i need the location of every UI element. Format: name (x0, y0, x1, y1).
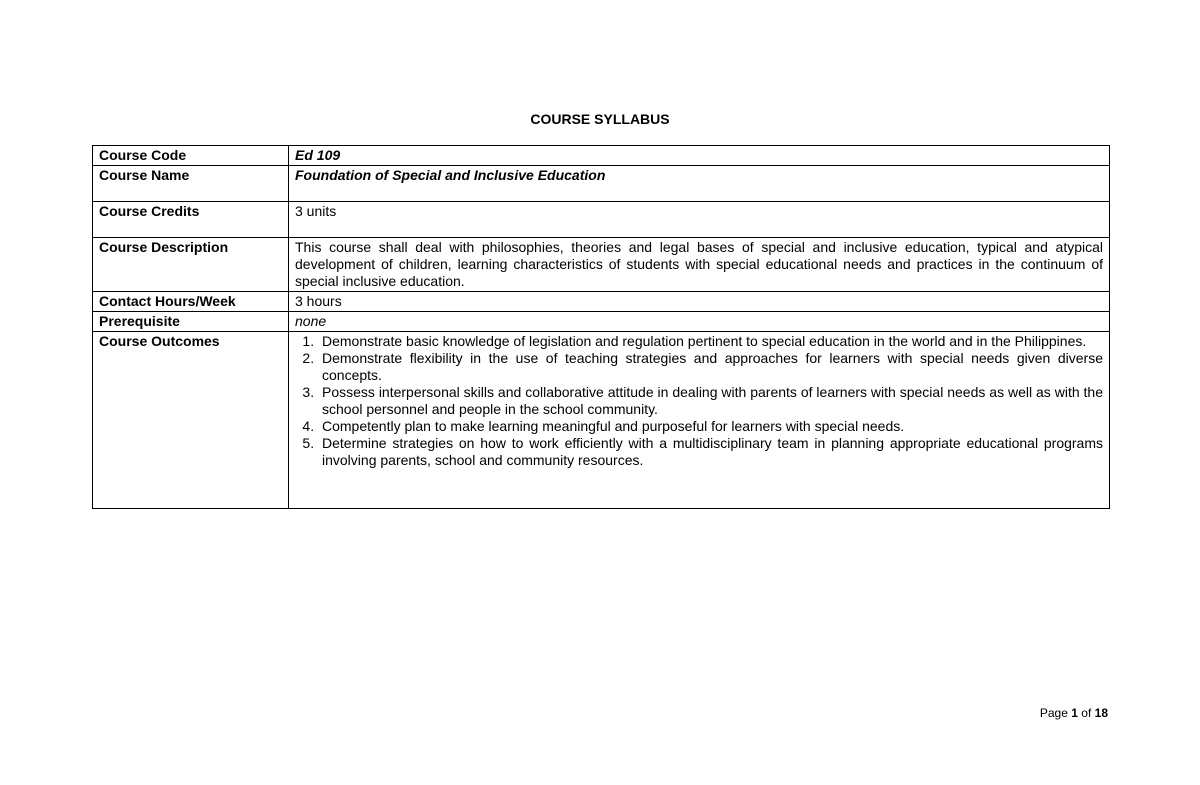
table-row (93, 332, 1110, 509)
row-label-course-name: Course Name (93, 166, 289, 202)
row-label-prerequisite: Prerequisite (93, 312, 289, 332)
page-current: 1 (1071, 706, 1078, 720)
page-word: Page (1039, 706, 1068, 720)
table-row (93, 146, 1110, 166)
syllabus-table (92, 145, 1110, 509)
row-label-course-outcomes: Course Outcomes (93, 332, 289, 509)
row-label-course-code: Course Code (93, 146, 289, 166)
row-value-course-description: This course shall deal with philosophies, theories and legal bases of special and inclusive education, typical and atypical development of children, learning characteristics of students with special educational needs and practices in the continuum of special inclusive education. (289, 238, 1110, 292)
list-item: 1. Demonstrate basic knowledge of legislation and regulation pertinent to special education in the world and in the Philippines. (318, 333, 1103, 350)
row-value-contact-hours: 3 hours (289, 292, 1110, 312)
row-label-course-description: Course Description (93, 238, 289, 292)
list-item: 2. Demonstrate flexibility in the use of teaching strategies and approaches for learners with special needs given diverse concepts. (318, 350, 1103, 384)
page-title: COURSE SYLLABUS (530, 111, 670, 127)
row-value-course-outcomes (289, 332, 1110, 509)
row-value-prerequisite: none (289, 312, 1110, 332)
row-value-course-code: Ed 109 (289, 146, 1110, 166)
list-item: 5. Determine strategies on how to work efficiently with a multidisciplinary team in planning appropriate educational programs involving parents, school and community resources. (318, 435, 1103, 469)
page-number (1040, 706, 1108, 720)
row-label-contact-hours: Contact Hours/Week (93, 292, 289, 312)
table-row (93, 166, 1110, 202)
table-row (93, 312, 1110, 332)
row-value-course-name: Foundation of Special and Inclusive Education (289, 166, 1110, 202)
table-row (93, 292, 1110, 312)
page-of-word: of (1081, 706, 1092, 720)
list-item: 3. Possess interpersonal skills and collaborative attitude in dealing with parents of learners with special needs as well as with the school personnel and people in the school community. (318, 384, 1103, 418)
table-row (93, 202, 1110, 238)
list-item: 4. Competently plan to make learning meaningful and purposeful for learners with special needs. (318, 418, 1103, 435)
page-total: 18 (1094, 706, 1108, 720)
row-value-course-credits: 3 units (289, 202, 1110, 238)
outcomes-list (295, 333, 1103, 469)
row-label-course-credits: Course Credits (93, 202, 289, 238)
table-row (93, 238, 1110, 292)
